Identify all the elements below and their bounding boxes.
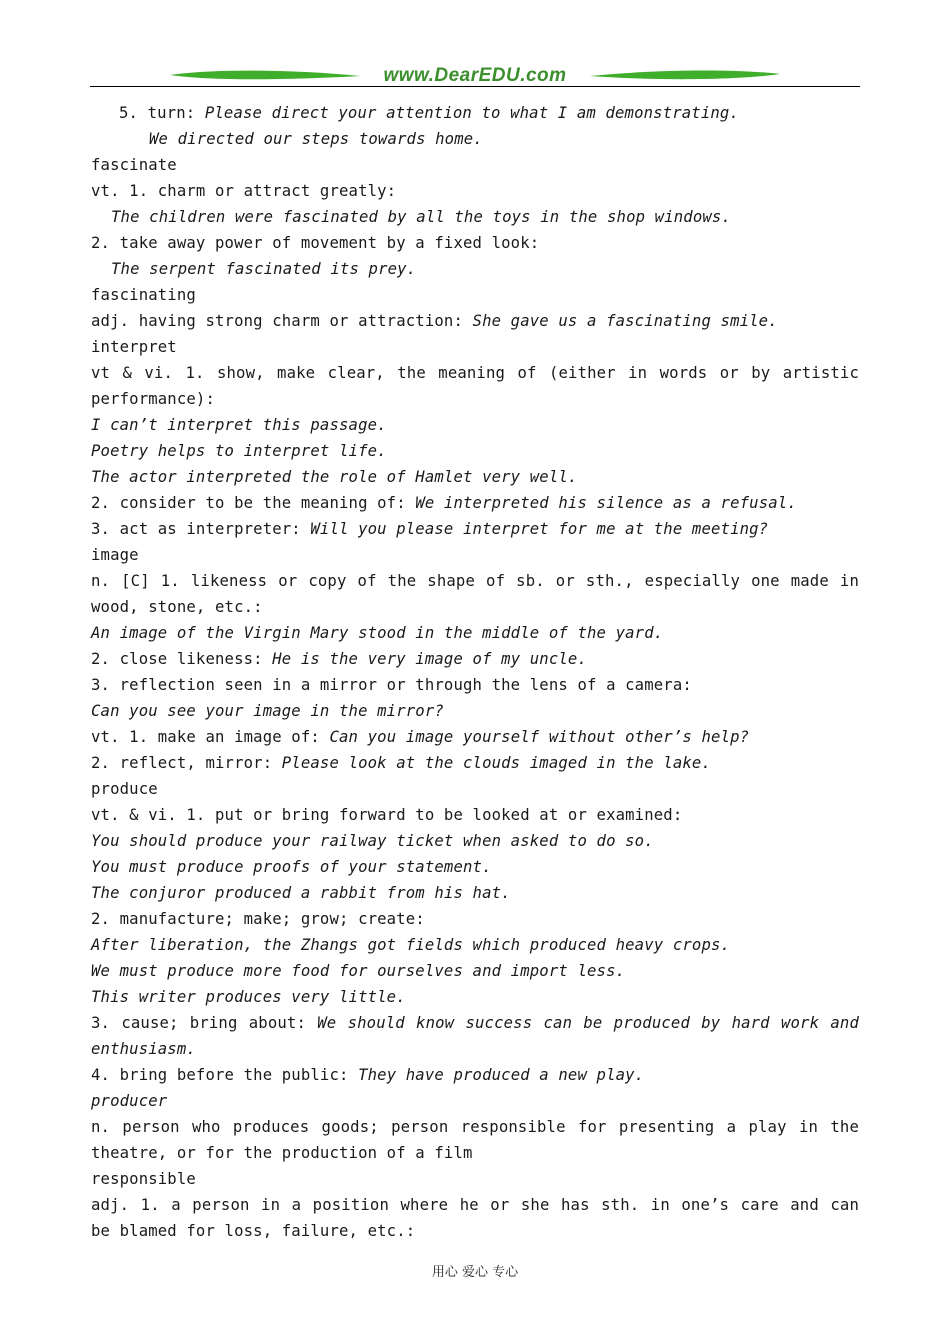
text-line [91, 100, 859, 126]
example-sentence: After liberation, the Zhangs got fields which produced heavy crops. [91, 936, 731, 954]
text-line [91, 1166, 859, 1192]
example-sentence: You must produce proofs of your statement. [91, 858, 492, 876]
example-sentence: An image of the Virgin Mary stood in the middle of the yard. [91, 624, 664, 642]
line-text: 3. cause; bring about: [91, 1014, 318, 1032]
line-text: 2. consider to be the meaning of: [91, 494, 416, 512]
line-text: responsible [91, 1170, 196, 1188]
page-footer: 用心 爱心 专心 [431, 1265, 519, 1280]
line-text: interpret [91, 338, 177, 356]
text-line [91, 672, 859, 698]
text-line [91, 334, 859, 360]
text-line [91, 412, 859, 438]
site-logo: www.DearEDU.com [383, 65, 567, 86]
text-line [91, 490, 859, 516]
dictionary-content [91, 100, 859, 1244]
example-sentence: The serpent fascinated its prey. [111, 260, 417, 278]
text-line [91, 1036, 859, 1062]
example-sentence: enthusiasm. [91, 1040, 196, 1058]
line-text: 3. act as interpreter: [91, 520, 311, 538]
text-line [91, 958, 859, 984]
line-text: 4. bring before the public: [91, 1066, 359, 1084]
example-sentence: The children were fascinated by all the toys in the shop windows. [111, 208, 731, 226]
page-header [90, 62, 860, 92]
example-sentence: Please direct your attention to what I am demonstrating. [204, 104, 739, 122]
line-text: vt. 1. charm or attract greatly: [91, 182, 397, 200]
line-text: 2. take away power of movement by a fixed look: [91, 234, 540, 252]
example-sentence: This writer produces very little. [91, 988, 406, 1006]
text-line [91, 854, 859, 880]
text-line [91, 516, 859, 542]
text-line [91, 438, 859, 464]
text-line [91, 828, 859, 854]
header-rule [90, 86, 860, 87]
example-sentence: Poetry helps to interpret life. [91, 442, 387, 460]
text-line [91, 308, 859, 334]
text-line [91, 1140, 859, 1166]
example-sentence: She gave us a fascinating smile. [472, 312, 778, 330]
text-line [91, 178, 859, 204]
text-line [91, 1192, 859, 1218]
line-text: 2. reflect, mirror: [91, 754, 282, 772]
text-line [91, 126, 859, 152]
line-text: be blamed for loss, failure, etc.: [91, 1222, 416, 1240]
text-line [91, 1010, 859, 1036]
line-text: adj. 1. a person in a position where he or she has sth. in one’s care and can [91, 1196, 859, 1214]
text-line [91, 1062, 859, 1088]
text-line [91, 646, 859, 672]
text-line [91, 282, 859, 308]
line-text: adj. having strong charm or attraction: [91, 312, 473, 330]
text-line [91, 386, 859, 412]
line-text: theatre, or for the production of a film [91, 1144, 473, 1162]
text-line [91, 360, 859, 386]
text-line [91, 256, 859, 282]
line-text: image [91, 546, 139, 564]
example-sentence: producer [91, 1092, 168, 1110]
line-text: vt & vi. 1. show, make clear, the meaning of (either in words or by artistic [91, 364, 859, 382]
text-line [91, 880, 859, 906]
text-line [91, 620, 859, 646]
example-sentence: They have produced a new play. [358, 1066, 645, 1084]
example-sentence: The actor interpreted the role of Hamlet very well. [91, 468, 578, 486]
text-line [91, 204, 859, 230]
example-sentence: You should produce your railway ticket when asked to do so. [91, 832, 654, 850]
line-text: wood, stone, etc.: [91, 598, 263, 616]
line-text: n. person who produces goods; person responsible for presenting a play in the [91, 1118, 859, 1136]
text-line [91, 542, 859, 568]
text-line [91, 698, 859, 724]
left-swoosh-decoration [170, 68, 360, 82]
example-sentence: We should know success can be produced by hard work and [317, 1014, 859, 1032]
text-line [91, 152, 859, 178]
line-text: 5. turn: [119, 104, 205, 122]
example-sentence: I can’t interpret this passage. [91, 416, 387, 434]
example-sentence: We interpreted his silence as a refusal. [415, 494, 797, 512]
example-sentence: Will you please interpret for me at the meeting? [310, 520, 769, 538]
text-line [91, 594, 859, 620]
example-sentence: Can you image yourself without other’s help? [329, 728, 750, 746]
line-text: performance): [91, 390, 215, 408]
line-text: 2. manufacture; make; grow; create: [91, 910, 425, 928]
text-line [91, 1114, 859, 1140]
text-line [91, 932, 859, 958]
text-line [91, 906, 859, 932]
line-text: 3. reflection seen in a mirror or through the lens of a camera: [91, 676, 692, 694]
text-line [91, 724, 859, 750]
example-sentence: Can you see your image in the mirror? [91, 702, 444, 720]
text-line [91, 776, 859, 802]
text-line [91, 1218, 859, 1244]
text-line [91, 230, 859, 256]
text-line [91, 1088, 859, 1114]
text-line [91, 464, 859, 490]
line-text: n. [C] 1. likeness or copy of the shape of sb. or sth., especially one made in [91, 572, 859, 590]
line-text: fascinating [91, 286, 196, 304]
text-line [91, 750, 859, 776]
text-line [91, 984, 859, 1010]
right-swoosh-decoration [590, 68, 780, 82]
line-text: vt. 1. make an image of: [91, 728, 330, 746]
example-sentence: Please look at the clouds imaged in the lake. [281, 754, 711, 772]
example-sentence: We directed our steps towards home. [149, 130, 483, 148]
text-line [91, 568, 859, 594]
example-sentence: The conjuror produced a rabbit from his hat. [91, 884, 511, 902]
line-text: produce [91, 780, 158, 798]
line-text: 2. close likeness: [91, 650, 273, 668]
line-text: vt. & vi. 1. put or bring forward to be looked at or examined: [91, 806, 683, 824]
example-sentence: We must produce more food for ourselves and import less. [91, 962, 626, 980]
text-line [91, 802, 859, 828]
example-sentence: He is the very image of my uncle. [272, 650, 587, 668]
line-text: fascinate [91, 156, 177, 174]
